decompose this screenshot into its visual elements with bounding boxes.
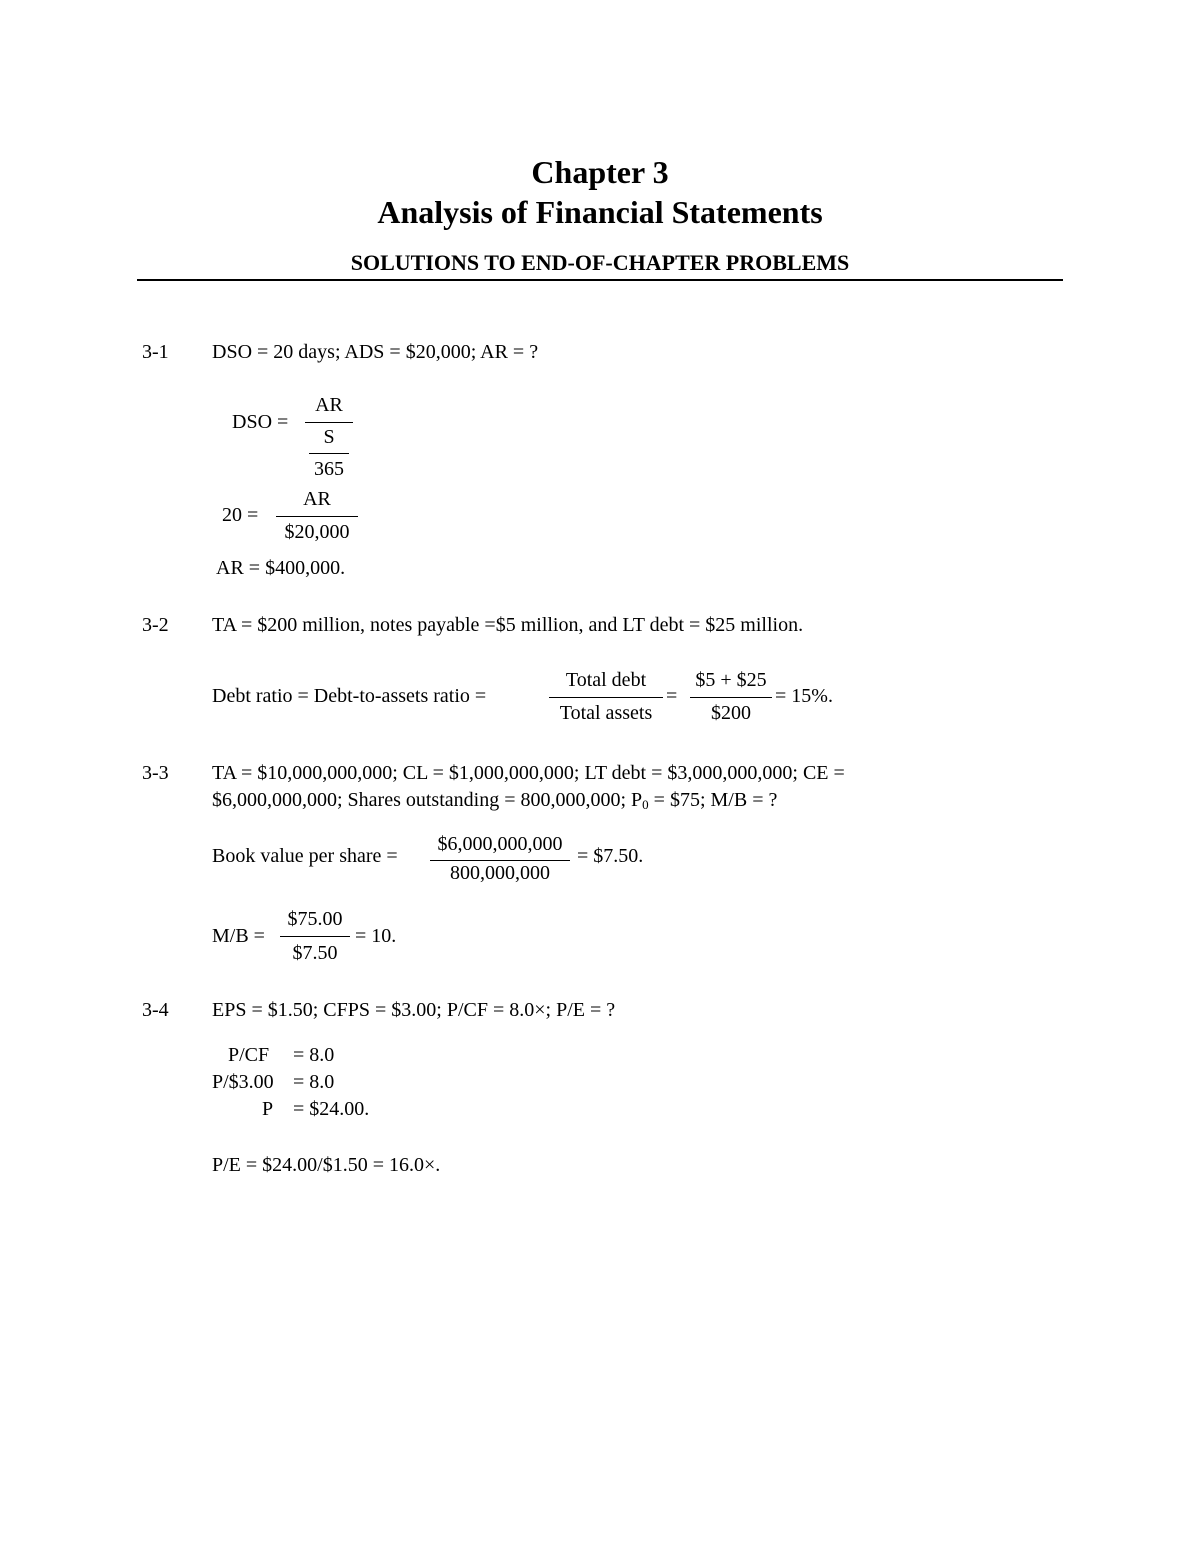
chapter-title: Analysis of Financial Statements [377, 194, 823, 230]
fraction-bar [309, 453, 349, 454]
equation-rhs: = 8.0 [293, 1044, 335, 1066]
fraction-numerator: $5 + $25 [695, 669, 767, 691]
problem-statement: TA = $10,000,000,000; CL = $1,000,000,000; LT debt = $3,000,000,000; CE = [212, 762, 845, 784]
equation-lhs: M/B = [212, 925, 265, 947]
fraction-numerator: AR [303, 488, 331, 510]
problem-number: 3-4 [142, 999, 169, 1021]
problem-number: 3-1 [142, 341, 169, 363]
fraction-numerator: AR [315, 394, 343, 416]
equation-lhs: Book value per share = [212, 845, 398, 867]
equation-lhs: P/CF [228, 1044, 270, 1066]
equation-lhs: 20 = [222, 504, 259, 526]
problem-number: 3-3 [142, 762, 169, 784]
result-value: = $7.50. [577, 845, 644, 867]
fraction-bar [305, 422, 353, 423]
fraction-denominator: 365 [314, 458, 344, 480]
result-line: AR = $400,000. [216, 557, 346, 579]
fraction-denominator: $20,000 [284, 521, 350, 543]
fraction-bar [276, 516, 358, 517]
fraction-bar [280, 936, 350, 937]
result-line: P/E = $24.00/$1.50 = 16.0×. [212, 1154, 441, 1176]
equation-lhs: P [262, 1098, 274, 1120]
equation-lhs: Debt ratio = Debt-to-assets ratio = [212, 685, 487, 707]
fraction-bar [549, 697, 663, 698]
fraction-denominator: Total assets [559, 702, 653, 724]
fraction-denominator: $200 [711, 702, 751, 724]
fraction-numerator: $75.00 [287, 908, 343, 930]
problem-statement: DSO = 20 days; ADS = $20,000; AR = ? [212, 341, 539, 363]
fraction-denominator: 800,000,000 [450, 862, 550, 884]
equation-rhs: = 8.0 [293, 1071, 335, 1093]
result-value: = 15%. [775, 685, 833, 707]
fraction-denominator: $7.50 [292, 942, 338, 964]
problem-statement: TA = $200 million, notes payable =$5 million, and LT debt = $25 million. [212, 614, 804, 636]
subscript: 0 [642, 797, 649, 812]
fraction-denominator: S [323, 426, 335, 448]
equation-rhs: = $24.00. [293, 1098, 370, 1120]
header-rule [137, 279, 1063, 281]
problem-statement-continued [212, 789, 777, 813]
problem-number: 3-2 [142, 614, 169, 636]
statement-text: = $75; M/B = ? [648, 789, 778, 811]
section-subtitle: SOLUTIONS TO END-OF-CHAPTER PROBLEMS [350, 250, 850, 275]
fraction-numerator: $6,000,000,000 [437, 833, 563, 855]
fraction-numerator: Total debt [565, 669, 647, 691]
fraction-bar [430, 860, 570, 861]
statement-text: $6,000,000,000; Shares outstanding = 800,000,000; P [212, 789, 643, 811]
dso-lhs: DSO = [232, 411, 289, 433]
chapter-heading: Chapter 3 [531, 154, 669, 190]
equals-sign: = [666, 685, 678, 707]
problem-statement: EPS = $1.50; CFPS = $3.00; P/CF = 8.0×; P/E = ? [212, 999, 616, 1021]
fraction-bar [690, 697, 772, 698]
equation-lhs: P/$3.00 [212, 1071, 274, 1093]
result-value: = 10. [355, 925, 397, 947]
